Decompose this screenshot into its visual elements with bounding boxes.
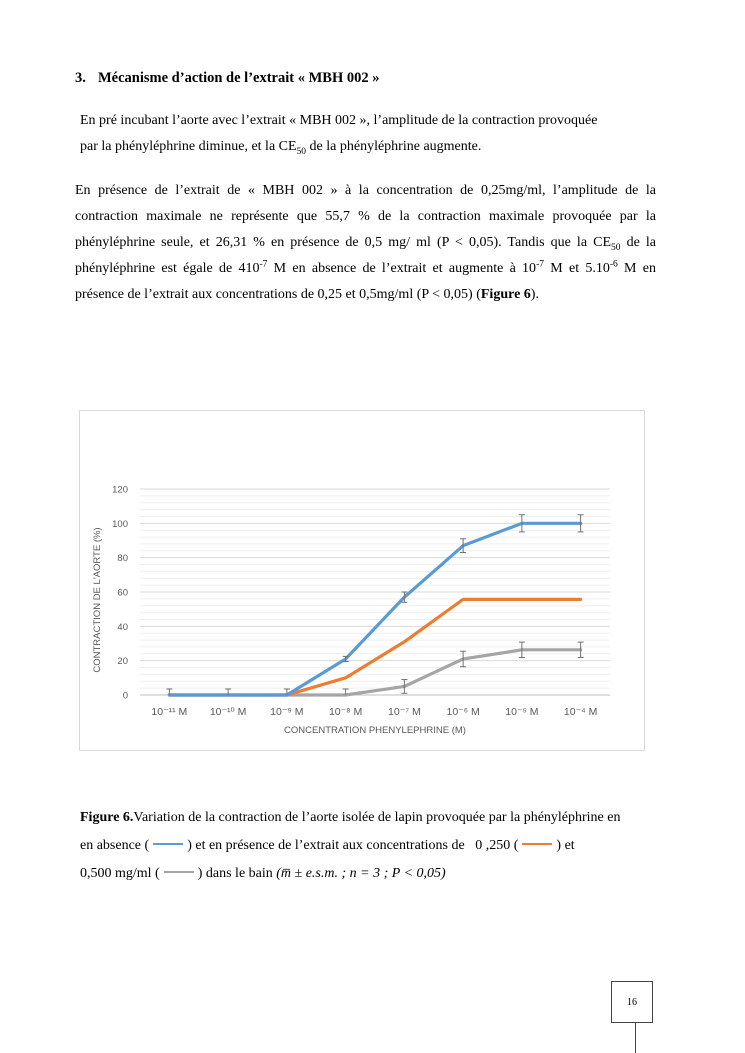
y-axis-title: CONTRACTION DE L'AORTE (%)	[92, 527, 103, 673]
results-line-2: contraction maximale ne représente que 55,7 % de la contraction maximale provoquée par la	[75, 209, 656, 224]
section-number: 3.	[75, 70, 86, 86]
results-line-5-b: ).	[530, 287, 539, 302]
caption-line-1	[80, 804, 656, 832]
x-tick-label: 10⁻¹⁰ M	[209, 706, 247, 718]
legend-gray-line-icon	[164, 871, 194, 873]
results-line-4-b: M en absence de l’extrait et augmente à 10	[267, 261, 537, 276]
figure-reference: Figure 6	[480, 287, 531, 302]
ce50-subscript: 50	[296, 146, 307, 157]
page-number: 16	[611, 981, 653, 1023]
page-number-line	[635, 1023, 636, 1053]
caption-line-2-b: ) et en présence de l’extrait aux concentrations de	[187, 838, 465, 853]
intro-line-1: En pré incubant l’aorte avec l’extrait « MBH 002 », l’amplitude de la contraction provoquée	[80, 113, 598, 128]
intro-paragraph	[80, 108, 660, 160]
caption-label: Figure 6.	[80, 810, 134, 825]
exponent-3: -6	[609, 259, 618, 270]
figure-caption	[80, 804, 656, 888]
caption-stats: (m̅ ± e.s.m. ; n = 3 ; P < 0,05)	[276, 866, 446, 881]
y-tick-label: 0	[122, 690, 128, 702]
results-line-4-d: M en	[617, 261, 656, 276]
intro-line-2	[80, 134, 660, 160]
x-tick-label: 10⁻⁶ M	[446, 706, 480, 718]
exponent-1: -7	[259, 259, 268, 270]
results-line-3-text: phényléphrine seule, et 26,31 % en présence de 0,5 mg/ ml (P < 0,05). Tandis que la CE	[75, 235, 612, 250]
caption-line-2	[80, 832, 656, 860]
x-axis-title: CONCENTRATION PHENYLEPHRINE (M)	[284, 725, 466, 736]
results-line-4-c: M et 5.10	[543, 261, 610, 276]
y-tick-label: 60	[117, 587, 128, 599]
results-line-4	[75, 256, 656, 282]
exponent-2: -7	[536, 259, 544, 270]
caption-line-3	[80, 860, 656, 888]
y-tick-label: 100	[112, 518, 128, 530]
x-tick-label: 10⁻⁸ M	[328, 706, 363, 718]
x-tick-label: 10⁻⁵ M	[505, 706, 539, 718]
caption-line-2-c: 0 ,250 (	[475, 838, 519, 853]
y-tick-label: 40	[117, 621, 128, 633]
legend-orange-line-icon	[522, 843, 552, 845]
caption-line-3-b: ) dans le bain	[197, 866, 277, 881]
caption-line-3-a: 0,500 mg/ml (	[80, 866, 160, 881]
legend-blue-line-icon	[153, 843, 183, 845]
y-tick-label: 80	[117, 553, 128, 565]
results-line-3	[75, 230, 656, 256]
results-line-3-end: de la	[620, 235, 656, 250]
y-tick-label: 120	[112, 484, 128, 496]
y-tick-label: 20	[117, 656, 128, 668]
results-line-4-a: phényléphrine est égale de 410	[75, 261, 260, 276]
results-line-5	[75, 282, 656, 308]
chart-frame	[79, 410, 645, 751]
intro-line-2-text: par la phényléphrine diminue, et la CE	[80, 139, 297, 154]
results-line-1: En présence de l’extrait de « MBH 002 » à la concentration de 0,25mg/ml, l’amplitude de la	[75, 183, 656, 198]
results-line-5-a: présence de l’extrait aux concentrations de 0,25 et 0,5mg/ml (P < 0,05) (	[75, 287, 481, 302]
results-paragraph	[75, 178, 656, 308]
x-tick-label: 10⁻¹¹ M	[151, 706, 188, 718]
caption-line-2-a: en absence (	[80, 838, 150, 853]
x-tick-label: 10⁻⁴ M	[563, 706, 598, 718]
series-line-absence	[169, 523, 580, 695]
caption-line-2-d: ) et	[556, 838, 575, 853]
intro-line-2-end: de la phényléphrine augmente.	[306, 139, 482, 154]
x-tick-label: 10⁻⁷ M	[388, 706, 421, 718]
x-tick-label: 10⁻⁹ M	[270, 706, 304, 718]
ce50-subscript-2: 50	[611, 242, 621, 253]
section-heading	[75, 70, 379, 87]
section-title: Mécanisme d’action de l’extrait « MBH 002 »	[98, 70, 380, 86]
line-chart	[80, 411, 646, 752]
caption-line-1-text: Variation de la contraction de l’aorte isolée de lapin provoquée par la phényléphrine en	[133, 810, 621, 825]
